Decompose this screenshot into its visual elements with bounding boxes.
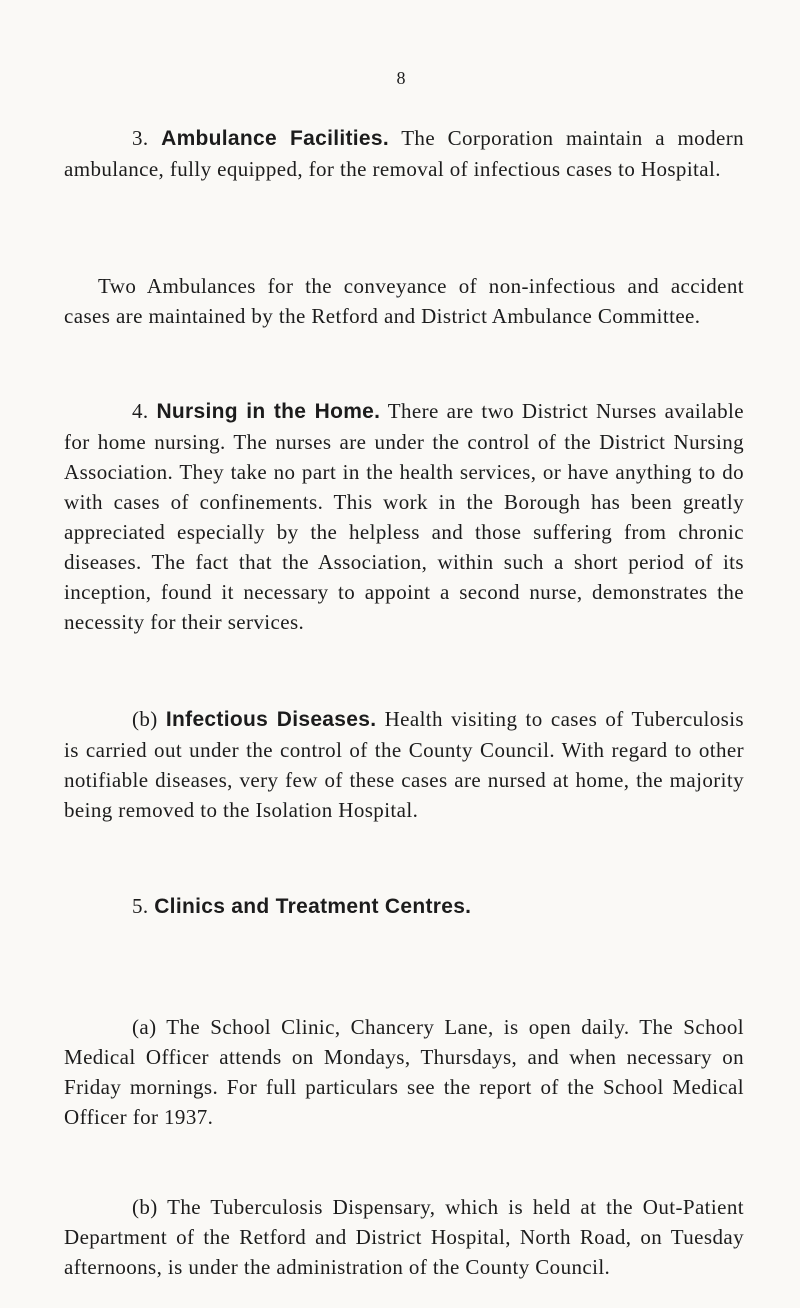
section-number: (b): [132, 707, 158, 731]
section-heading: Infectious Diseases.: [165, 708, 377, 731]
section-heading: Ambulance Facilities.: [161, 127, 390, 150]
paragraph-number: (a): [132, 1015, 157, 1039]
paragraph-school-clinic: [64, 1012, 744, 1132]
section-heading: Clinics and Treatment Centres.: [154, 895, 472, 918]
section-heading: Nursing in the Home.: [156, 400, 381, 423]
paragraph-text: The Tuberculosis Dispensary, which is held at the Out-Patient Department of the Retford and District Hospital, North Road, on Tuesday afternoons, is under the administration of the County Council.: [64, 1195, 744, 1279]
section-number: 3.: [132, 126, 149, 150]
page-number: 8: [396, 68, 406, 88]
section-nursing-in-the-home: [64, 396, 744, 637]
paragraph-text: The School Clinic, Chancery Lane, is open daily. The School Medical Officer attends on Mondays, Thursdays, and when necessary on Friday mornings. For full particulars see the report of the School Medical Officer for 1937.: [64, 1015, 745, 1129]
section-clinics-and-treatment-centres: [64, 891, 744, 922]
section-text: Health visiting to cases of Tuberculosis is carried out under the control of the County Council. With regard to other notifiable diseases, very few of these cases are nursed at home, the majority being removed to the Isolation Hospital.: [64, 707, 745, 822]
section-text: There are two District Nurses available for home nursing. The nurses are under the control of the District Nursing Association. They take no part in the health services, or have anything to do with cases of confinements. This work in the Borough has been greatly appreciated especially by the helpless and those suffering from chronic diseases. The fact that the Association, within such a short period of its inception, found it necessary to appoint a second nurse, demonstrates the necessity for their services.: [64, 399, 744, 634]
paragraph-number: (b): [132, 1195, 158, 1219]
paragraph-tuberculosis-dispensary: [64, 1192, 744, 1282]
section-infectious-diseases: [64, 704, 744, 825]
section-number: 5.: [132, 894, 149, 918]
section-text: The Corporation maintain a modern ambulance, fully equipped, for the removal of infectious cases to Hospital.: [64, 126, 744, 181]
paragraph-ambulances-committee: [64, 271, 744, 331]
paragraph-text: Two Ambulances for the conveyance of non-infectious and accident cases are maintained by the Retford and District Ambulance Committee.: [64, 274, 744, 328]
section-ambulance-facilities: [64, 123, 744, 184]
section-number: 4.: [132, 399, 149, 423]
